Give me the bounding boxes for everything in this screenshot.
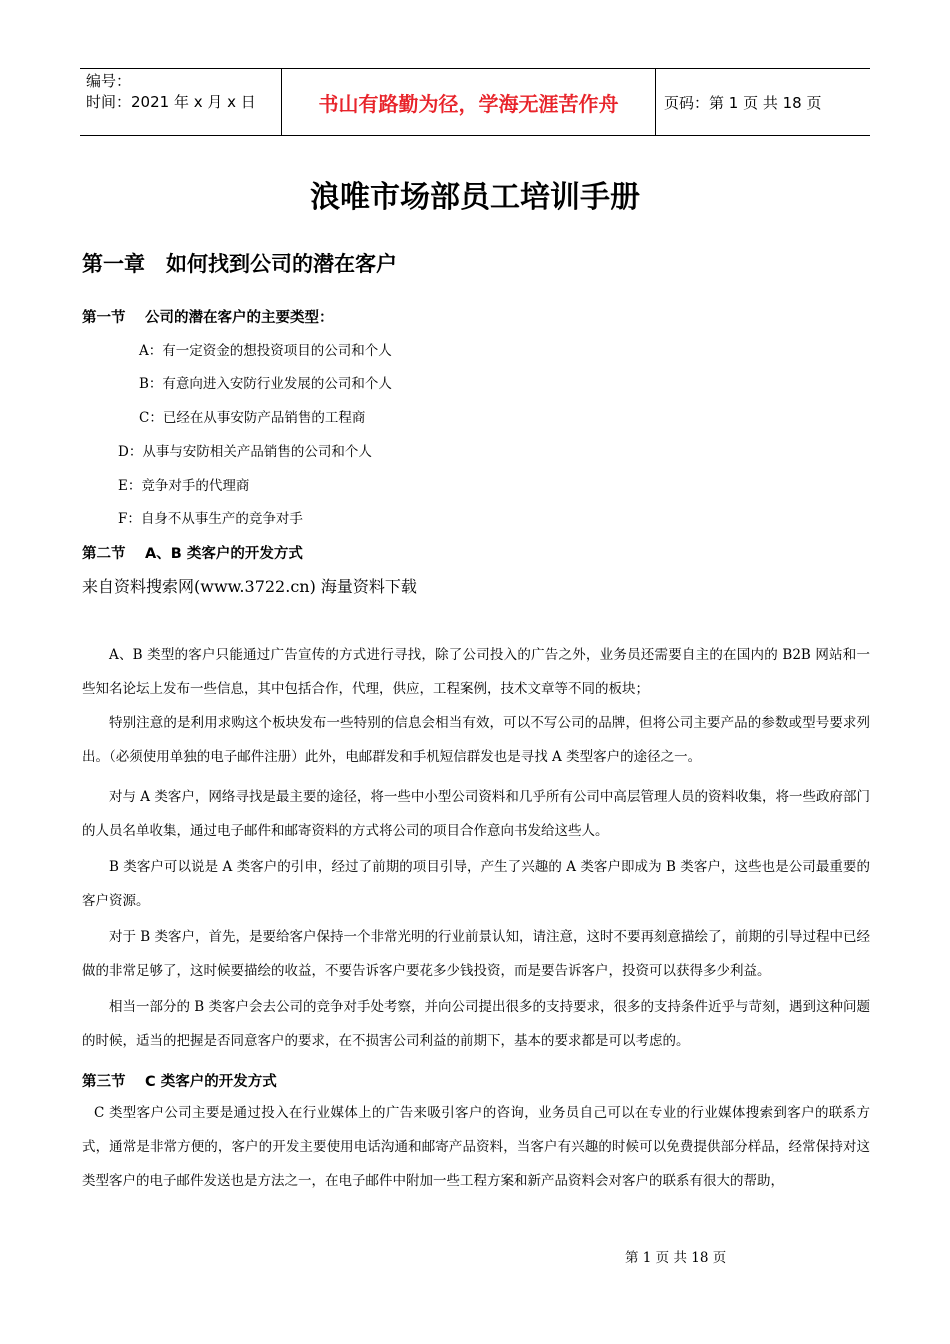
header-page-info: 页码：第 1 页 共 18 页 [664, 93, 822, 112]
body-paragraph: A、B 类型的客户只能通过广告宣传的方式进行寻找，除了公司投入的广告之外，业务员还需要自主的在国内的 B2B 网站和一些知名论坛上发布一些信息，其中包括合作，代理，供应，工程案例，技术文章等不同的板块； [82, 647, 870, 697]
body-paragraph: 特别注意的是利用求购这个板块发布一些特别的信息会相当有效，可以不写公司的品牌，但将公司主要产品的参数或型号要求列出。（必须使用单独的电子邮件注册）此外，电邮群发和手机短信群发也是寻找 A 类型客户的途径之一。 [82, 715, 870, 765]
body-paragraph: 相当一部分的 B 类客户会去公司的竞争对手处考察，并向公司提出很多的支持要求，很多的支持条件近乎与苛刻，遇到这种问题的时候，适当的把握是否同意客户的要求，在不损害公司利益的前期下，基本的要求都是可以考虑的。 [82, 999, 871, 1049]
customer-type-item: D：从事与安防相关产品销售的公司和个人 [118, 444, 372, 460]
customer-type-item: A：有一定资金的想投资项目的公司和个人 [139, 343, 392, 359]
body-paragraph: 对于 B 类客户，首先，是要给客户保持一个非常光明的行业前景认知，请注意，这时不要再刻意描绘了，前期的引导过程中已经做的非常足够了，这时候要描绘的收益，不要告诉客户要花多少钱投资，而是要告诉客户，投资可以获得多少利益。 [82, 929, 871, 979]
document-title: 浪唯市场部员工培训手册 [310, 180, 640, 215]
body-paragraph: C 类型客户公司主要是通过投入在行业媒体上的广告来吸引客户的咨询，业务员自己可以在专业的行业媒体搜索到客户的联系方式，通常是非常方便的，客户的开发主要使用电话沟通和邮寄产品资料，当客户有兴趣的时候可以免费提供部分样品，经常保持对这类型客户的电子邮件发送也是方法之一，在电子邮件中附加一些工程方案和新产品资料会对客户的联系有很大的帮助， [82, 1105, 870, 1189]
header-motto: 书山有路勤为径，学海无涯苦作舟 [282, 69, 656, 135]
number-label: 编号： [86, 72, 132, 90]
page-footer: 第 1 页 共 18 页 [625, 1250, 727, 1266]
section3-title: 第三节 C 类客户的开发方式 [82, 1074, 277, 1090]
chapter-title: 第一章 如何找到公司的潜在客户 [82, 252, 397, 276]
header-meta [80, 69, 282, 135]
customer-type-item: B：有意向进入安防行业发展的公司和个人 [139, 376, 392, 392]
section2-title: 第二节 A、B 类客户的开发方式 [82, 546, 303, 562]
customer-type-item: E：竞争对手的代理商 [118, 478, 250, 494]
page-header [80, 68, 870, 136]
customer-type-item: C：已经在从事安防产品销售的工程商 [139, 410, 366, 426]
customer-type-item: F：自身不从事生产的竞争对手 [118, 511, 303, 527]
body-paragraph: 对与 A 类客户，网络寻找是最主要的途径，将一些中小型公司资料和几乎所有公司中高层管理人员的资料收集，将一些政府部门的人员名单收集，通过电子邮件和邮寄资料的方式将公司的项目合作意向书发给这些人。 [82, 789, 870, 839]
time-label: 时间：2021 年 x 月 x 日 [86, 93, 256, 111]
section1-title: 第一节 公司的潜在客户的主要类型： [82, 310, 334, 326]
source-note: 来自资料搜索网(www.3722.cn) 海量资料下载 [82, 577, 417, 596]
body-paragraph: B 类客户可以说是 A 类客户的引申，经过了前期的项目引导，产生了兴趣的 A 类客户即成为 B 类客户，这些也是公司最重要的客户资源。 [82, 859, 870, 909]
